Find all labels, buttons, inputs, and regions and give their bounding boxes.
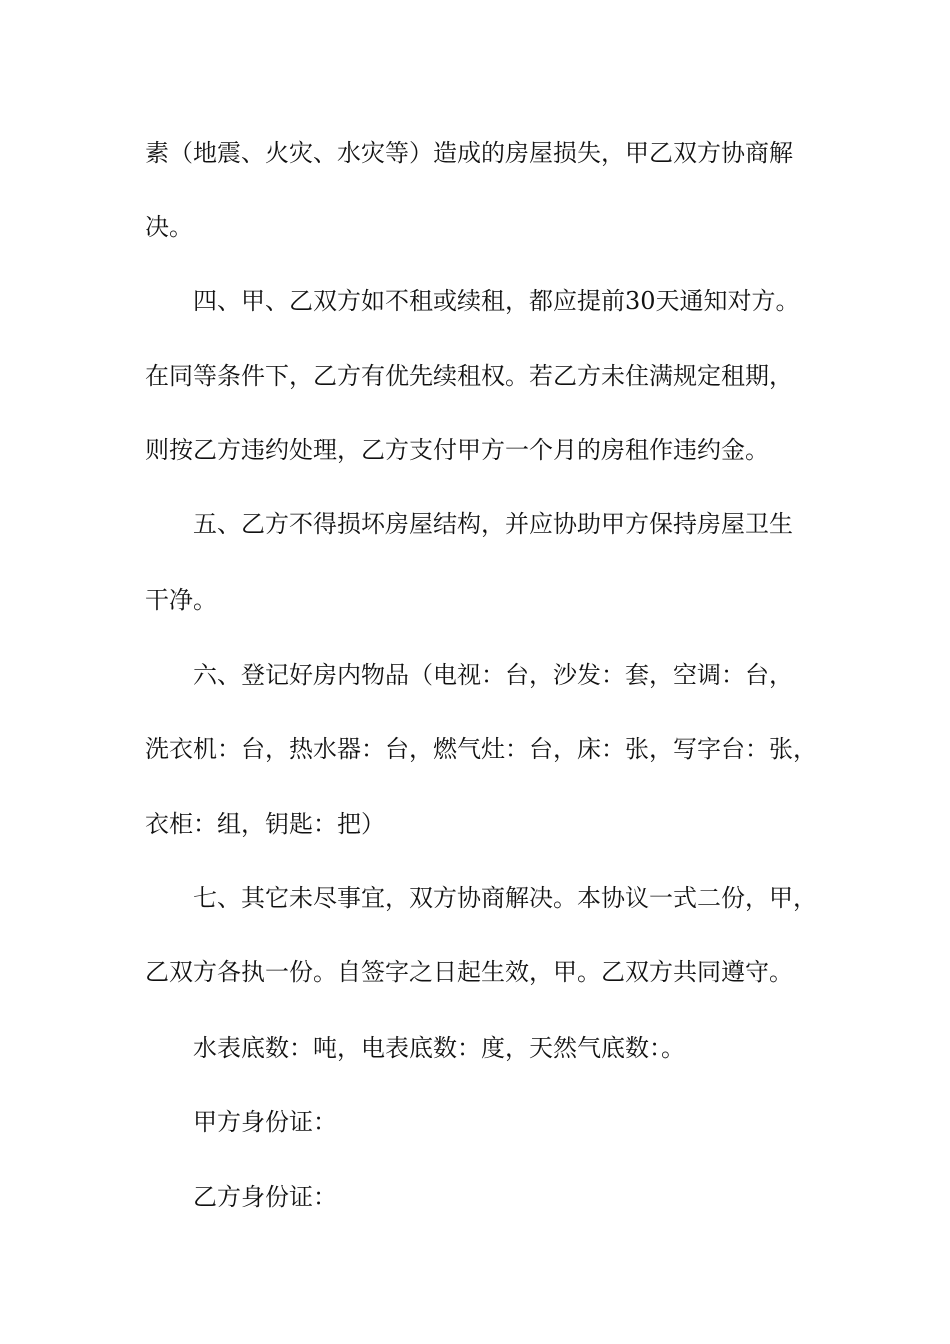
clause-6: 六、登记好房内物品（电视：台，沙发：套，空调：台， [193,661,793,689]
text-line: 洗衣机：台，热水器：台，燃气灶：台，床：张，写字台：张， [145,735,817,763]
text-line: 素（地震、火灾、水灾等）造成的房屋损失，甲乙双方协商解 [145,139,793,167]
text-line: 则按乙方违约处理，乙方支付甲方一个月的房租作违约金。 [145,436,769,464]
text-line: 衣柜：组，钥匙：把） [145,810,385,838]
clause-5: 五、乙方不得损坏房屋结构，并应协助甲方保持房屋卫生 [193,510,793,538]
text-line: 乙双方各执一份。自签字之日起生效，甲。乙双方共同遵守。 [145,958,793,986]
meter-readings: 水表底数：吨，电表底数：度，天然气底数：。 [193,1034,685,1062]
text-line: 干净。 [145,586,217,614]
party-a-id: 甲方身份证： [193,1108,337,1136]
party-b-id: 乙方身份证： [193,1183,337,1211]
clause-7: 七、其它未尽事宜，双方协商解决。本协议一式二份，甲， [193,884,817,912]
clause-4: 四、甲、乙双方如不租或续租，都应提前30天通知对方。 [193,287,800,315]
text-line: 在同等条件下，乙方有优先续租权。若乙方未住满规定租期， [145,362,793,390]
text-line: 决。 [145,213,193,241]
